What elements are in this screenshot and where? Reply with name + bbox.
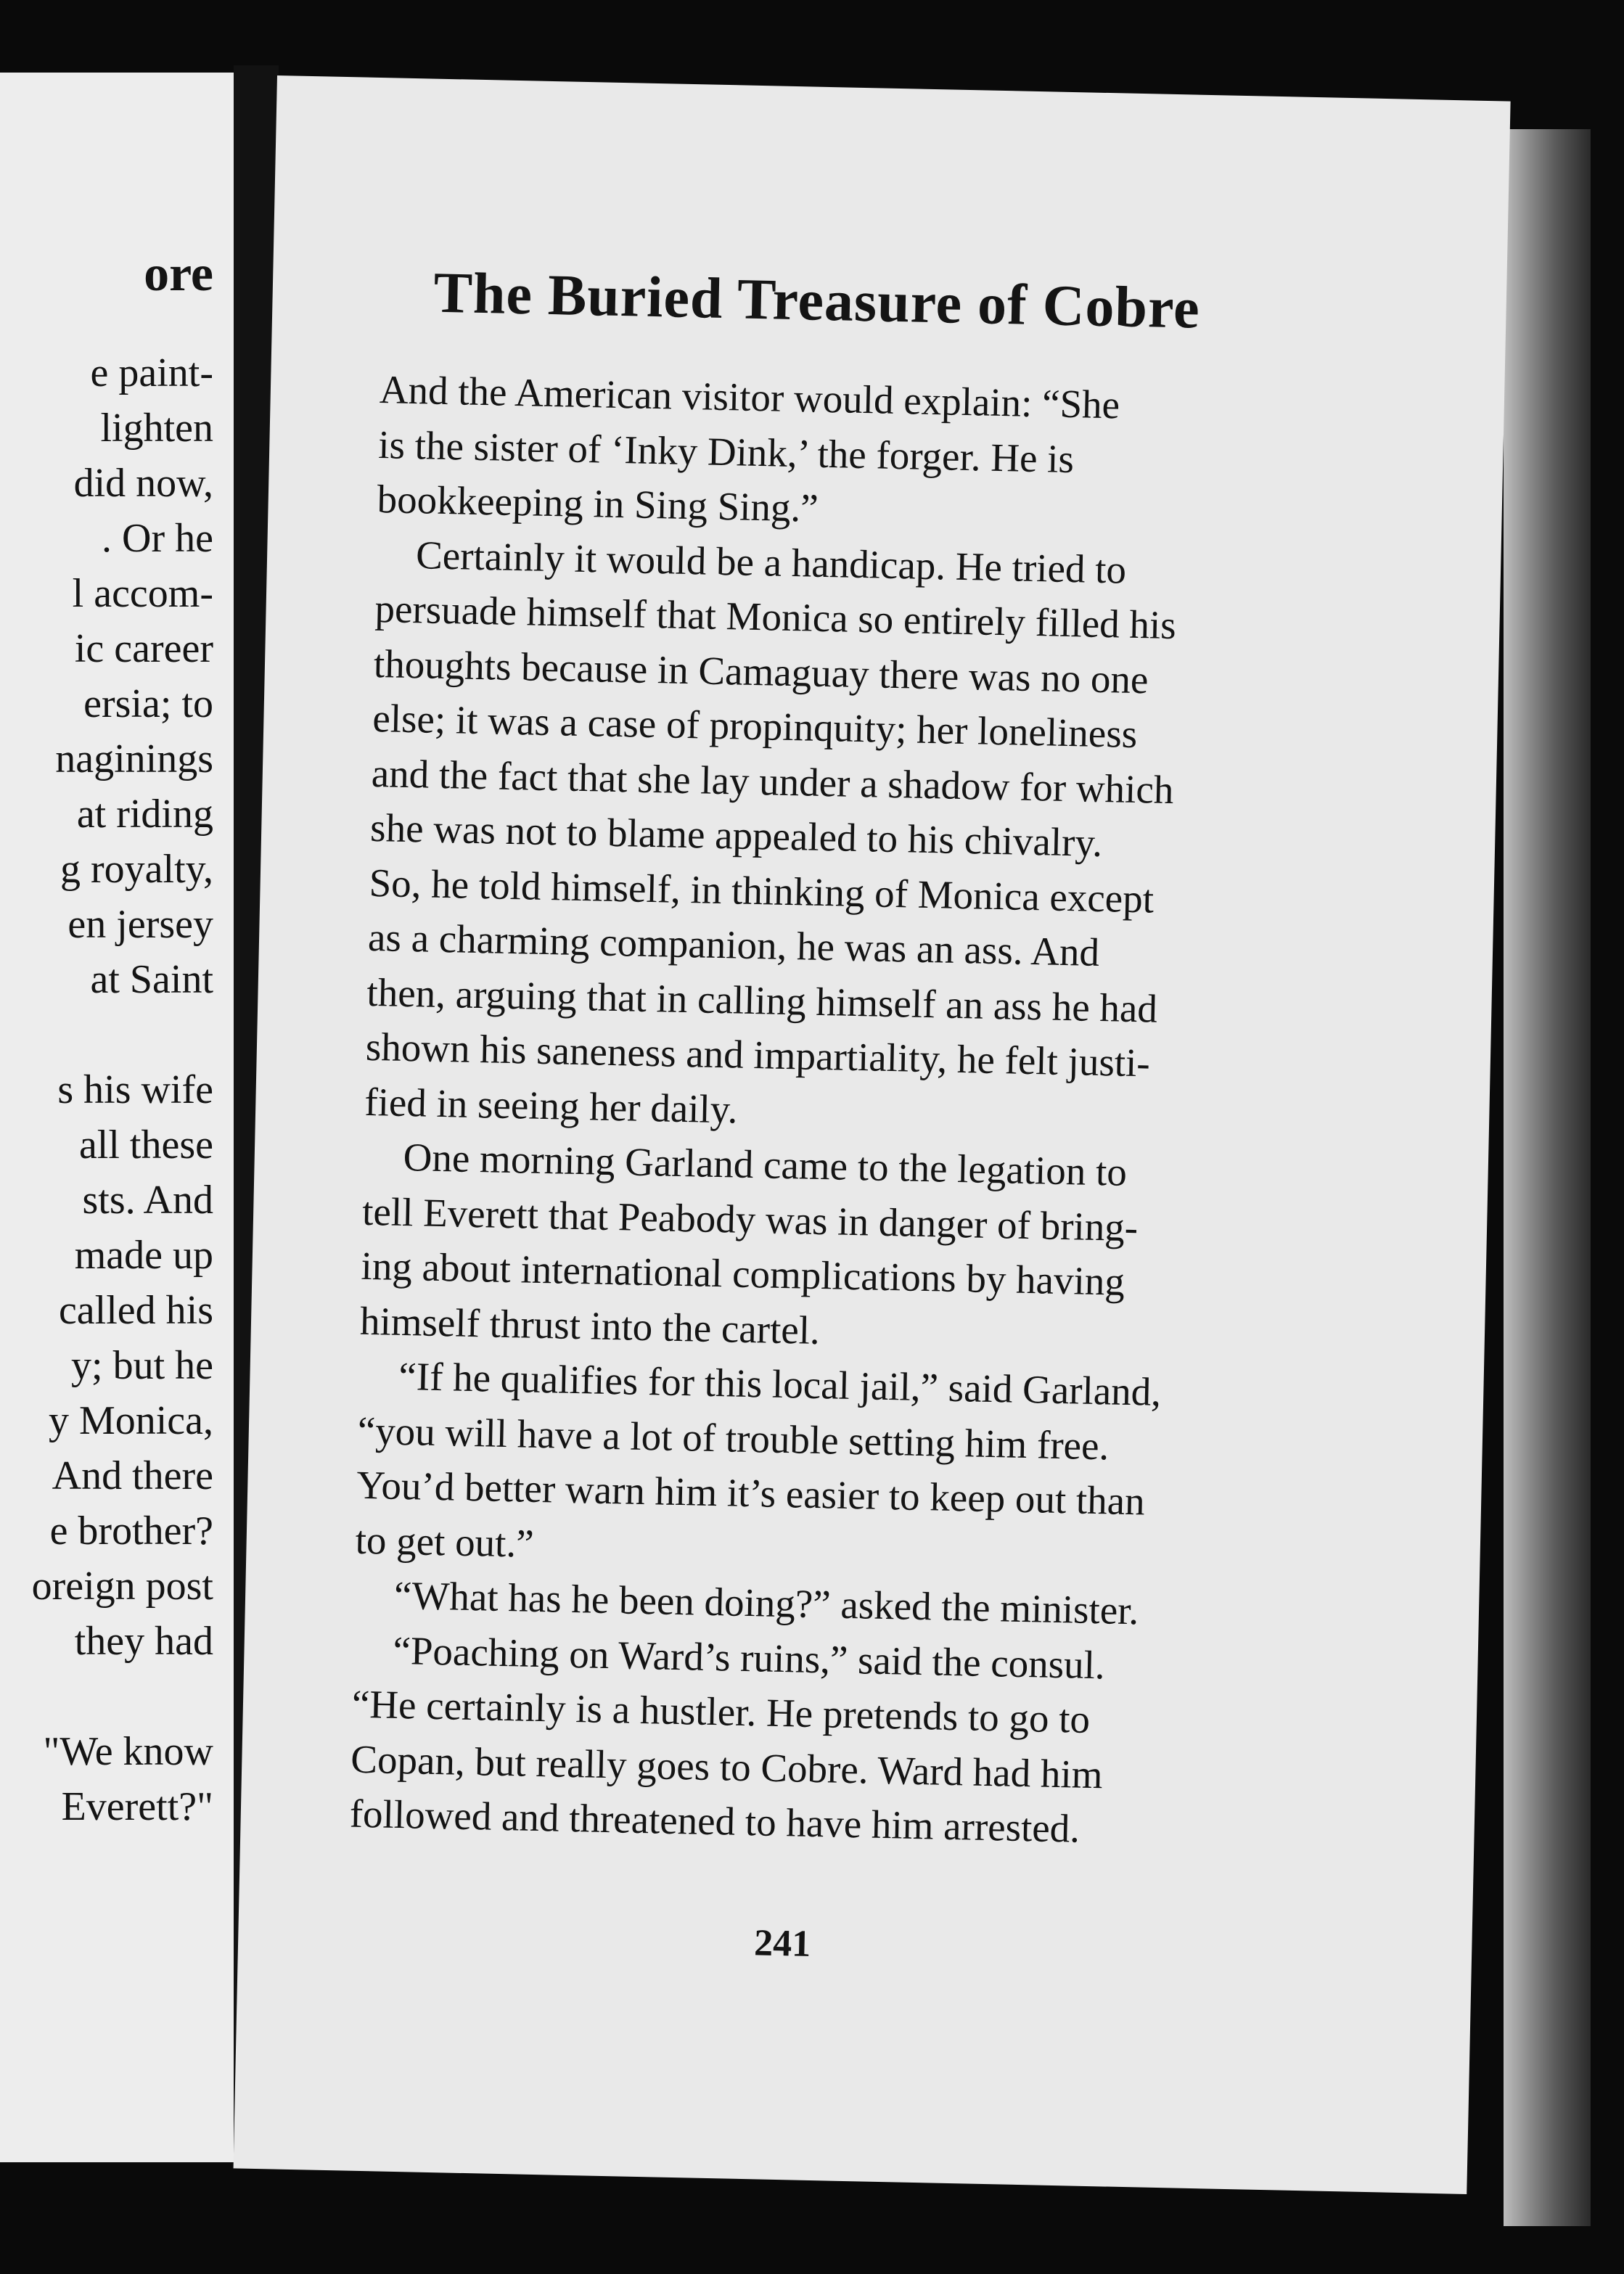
text-line: else; it was a case of propinquity; her loneliness xyxy=(372,695,1138,757)
left-page xyxy=(0,73,239,2162)
right-page xyxy=(234,75,1511,2194)
left-text-line: lighten xyxy=(100,406,213,451)
text-line: So, he told himself, in thinking of Monica except xyxy=(369,860,1155,921)
text-line: You’d better warn him it’s easier to keep out than xyxy=(356,1462,1146,1524)
text-line: “What has he been doing?” asked the minister. xyxy=(393,1572,1139,1633)
text-line: “He certainly is a hustler. He pretends to go to xyxy=(351,1681,1091,1741)
left-text-line: at Saint xyxy=(90,957,213,1002)
left-text-line: g royalty, xyxy=(60,847,213,892)
text-line: and the fact that she lay under a shadow for which xyxy=(371,750,1175,812)
text-line: persuade himself that Monica so entirely filled his xyxy=(374,586,1177,648)
left-text-line: ic career xyxy=(74,626,213,671)
left-text-line: ersia; to xyxy=(83,681,213,726)
page-edge-shadow xyxy=(1504,129,1591,2226)
left-text-line: And there xyxy=(52,1453,213,1498)
left-text-line: oreign post xyxy=(31,1564,213,1609)
text-line: as a charming companion, he was an ass. And xyxy=(367,914,1100,974)
text-line: fied in seeing her daily. xyxy=(364,1079,739,1132)
text-line: then, arguing that in calling himself an ass he had xyxy=(366,969,1158,1031)
left-text-line: y Monica, xyxy=(48,1398,213,1443)
text-line: And the American visitor would explain: “She xyxy=(379,367,1120,427)
text-line: shown his saneness and impartiality, he felt justi- xyxy=(365,1024,1151,1085)
left-text-line: naginings xyxy=(55,736,213,781)
text-line: Copan, but really goes to Cobre. Ward had him xyxy=(350,1736,1104,1797)
page-number: 241 xyxy=(753,1922,811,1965)
left-text-line: e paint- xyxy=(90,350,213,395)
left-text-line: Everett?" xyxy=(61,1784,213,1829)
text-line: is the sister of ‘Inky Dink,’ the forger. He is xyxy=(377,422,1075,481)
left-text-line: . Or he xyxy=(102,516,213,561)
left-text-line: en jersey xyxy=(67,902,213,947)
left-text-line: y; but he xyxy=(71,1343,213,1388)
left-text-line: they had xyxy=(74,1619,213,1664)
left-text-line: "We know xyxy=(43,1729,213,1774)
left-text-line: s his wife xyxy=(57,1067,213,1112)
text-line: ing about international complications by having xyxy=(361,1243,1125,1304)
text-line: bookkeeping in Sing Sing.” xyxy=(377,477,819,530)
left-text-line: sts. And xyxy=(82,1178,213,1223)
left-text-line: called his xyxy=(58,1288,213,1333)
left-text-line: did now, xyxy=(73,461,213,506)
left-text-line: l accom- xyxy=(72,571,213,616)
text-line: to get out.” xyxy=(355,1517,535,1566)
text-line: “you will have a lot of trouble setting him free. xyxy=(357,1408,1110,1468)
text-line: One morning Garland came to the legation to xyxy=(403,1134,1128,1194)
left-text-blank xyxy=(0,1669,213,1724)
text-line: tell Everett that Peabody was in danger of bring- xyxy=(361,1189,1139,1249)
left-page-text xyxy=(0,73,213,1834)
text-line: Certainly it would be a handicap. He tried to xyxy=(415,532,1127,592)
text-line: followed and threatened to have him arrested. xyxy=(349,1791,1080,1851)
left-page-heading-fragment: ore xyxy=(144,246,213,302)
text-line: himself thrust into the cartel. xyxy=(359,1298,821,1353)
left-text-line: all these xyxy=(78,1122,213,1167)
left-text-blank xyxy=(0,1007,213,1062)
left-text-line: at riding xyxy=(76,792,213,837)
text-line: “If he qualifies for this local jail,” said Garland, xyxy=(398,1353,1162,1414)
left-text-line: e brother? xyxy=(49,1509,213,1553)
left-text-line: made up xyxy=(74,1233,213,1278)
text-line: thoughts because in Camaguay there was no one xyxy=(373,641,1149,702)
text-line: “Poaching on Ward’s ruins,” said the consul. xyxy=(392,1627,1106,1687)
body-text xyxy=(349,362,1349,1861)
running-head: The Buried Treasure of Cobre xyxy=(432,260,1201,341)
text-line: she was not to blame appealed to his chivalry. xyxy=(369,805,1103,866)
